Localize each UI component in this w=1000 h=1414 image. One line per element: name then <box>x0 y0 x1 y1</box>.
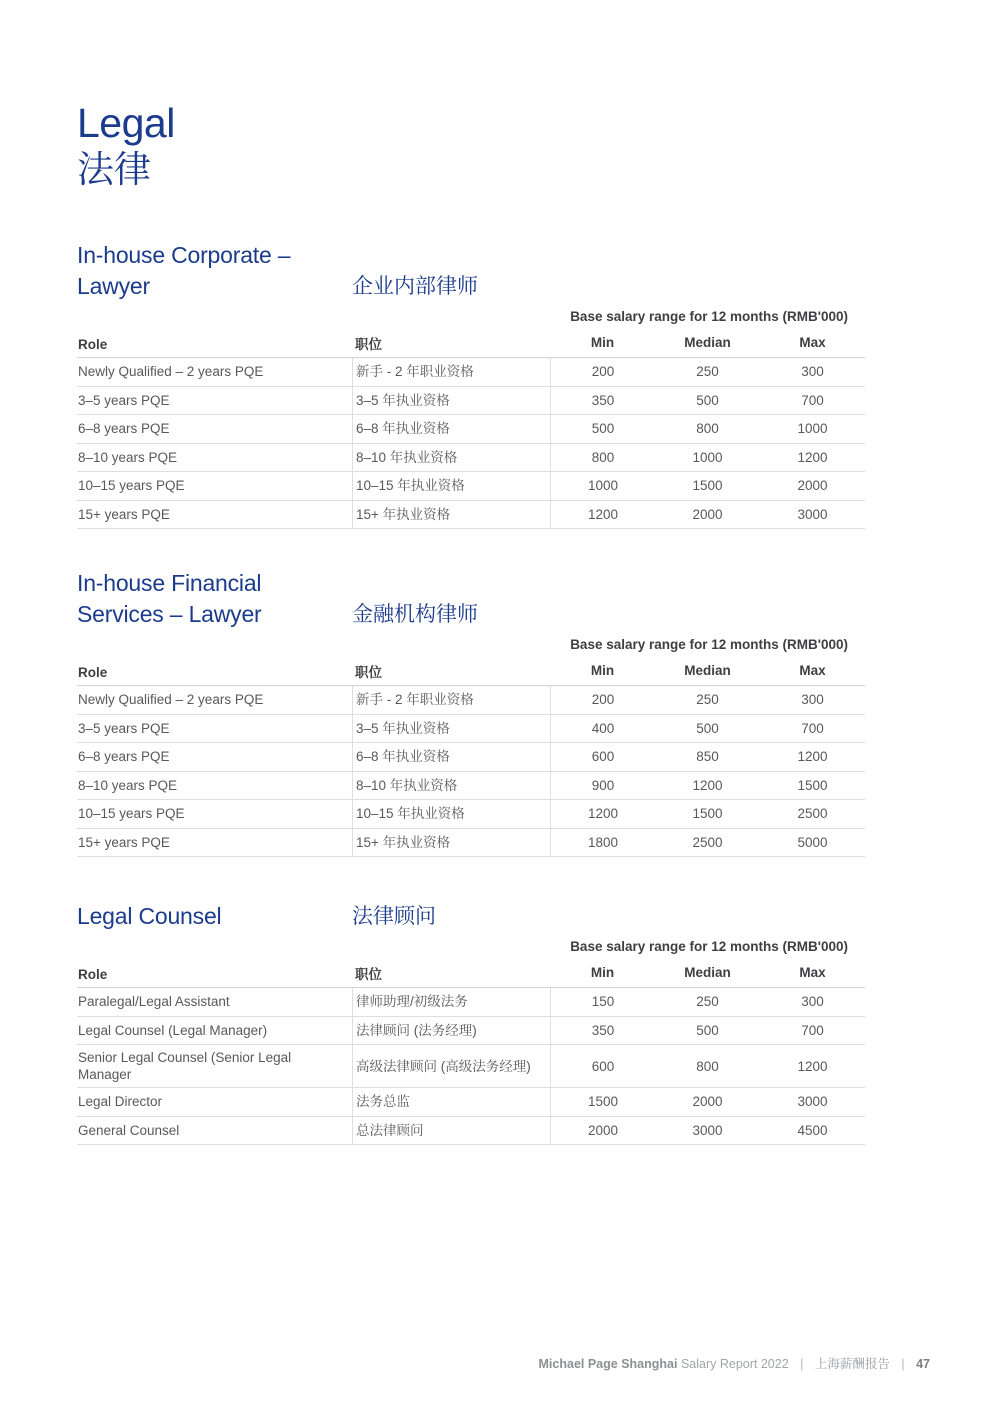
footer-separator: | <box>800 1357 804 1371</box>
column-header-max: Max <box>799 663 826 678</box>
cell-max: 4500 <box>797 1122 828 1138</box>
cell-min: 800 <box>550 444 655 472</box>
column-header-min: Min <box>590 335 615 350</box>
footer-brand: Michael Page Shanghai <box>538 1357 678 1371</box>
cell-median: 1500 <box>692 478 723 494</box>
cell-median: 2000 <box>692 506 723 522</box>
column-header-max: Max <box>799 335 826 350</box>
section-title-en <box>77 901 352 932</box>
salary-range-note: Base salary range for 12 months (RMB'000) <box>570 939 848 954</box>
cell-median: 800 <box>696 1058 719 1074</box>
section-heading <box>77 568 865 630</box>
cell-role: Newly Qualified – 2 years PQE <box>78 364 264 380</box>
cell-median: 500 <box>696 720 719 736</box>
cell-max: 5000 <box>797 834 828 850</box>
table-row <box>77 772 865 801</box>
cell-role: 15+ years PQE <box>78 834 170 850</box>
table-row <box>77 1045 865 1088</box>
cell-role-zh: 15+ 年执业资格 <box>352 501 550 529</box>
column-header-role: Role <box>78 337 108 352</box>
cell-min: 1500 <box>550 1088 655 1116</box>
table-header-row <box>77 956 865 988</box>
salary-range-note: Base salary range for 12 months (RMB'000) <box>570 637 848 652</box>
table-row <box>77 715 865 744</box>
table-row <box>77 501 865 530</box>
cell-role: Legal Director <box>78 1094 163 1110</box>
cell-role-zh: 新手 - 2 年职业资格 <box>352 686 550 714</box>
column-header-median: Median <box>684 663 731 678</box>
cell-median: 2500 <box>692 834 723 850</box>
cell-min: 1200 <box>550 501 655 529</box>
cell-min: 600 <box>550 1045 655 1087</box>
cell-role-zh: 10–15 年执业资格 <box>352 472 550 500</box>
section-heading <box>77 240 865 302</box>
cell-median: 250 <box>696 692 719 708</box>
cell-role: 10–15 years PQE <box>78 806 185 822</box>
cell-min: 900 <box>550 772 655 800</box>
column-header-role-zh: 职位 <box>355 665 382 680</box>
cell-role-zh: 总法律顾问 <box>352 1117 550 1145</box>
table-body <box>77 358 865 529</box>
salary-table <box>77 956 865 1145</box>
cell-role: 6–8 years PQE <box>78 749 170 765</box>
table-row <box>77 444 865 473</box>
table-row <box>77 387 865 416</box>
cell-role: 6–8 years PQE <box>78 421 170 437</box>
cell-role-zh: 法务总监 <box>352 1088 550 1116</box>
table-row <box>77 1088 865 1117</box>
table-row <box>77 800 865 829</box>
cell-max: 700 <box>801 1022 824 1038</box>
column-header-max: Max <box>799 965 826 980</box>
table-row <box>77 1117 865 1146</box>
cell-max: 2500 <box>797 806 828 822</box>
cell-median: 3000 <box>692 1122 723 1138</box>
cell-median: 500 <box>696 392 719 408</box>
table-row <box>77 829 865 858</box>
cell-role-zh: 新手 - 2 年职业资格 <box>352 358 550 386</box>
table-row <box>77 686 865 715</box>
salary-table <box>77 326 865 529</box>
cell-role: 8–10 years PQE <box>78 777 178 793</box>
cell-max: 700 <box>801 720 824 736</box>
section-title-line1: Legal Counsel <box>77 903 222 929</box>
cell-role: 10–15 years PQE <box>78 478 185 494</box>
cell-max: 3000 <box>797 1094 828 1110</box>
cell-role: Legal Counsel (Legal Manager) <box>78 1022 268 1038</box>
section-heading <box>77 901 865 932</box>
table-header-row <box>77 326 865 358</box>
page-title-zh: 法律 <box>77 149 151 190</box>
cell-role: General Counsel <box>78 1122 180 1138</box>
cell-max: 2000 <box>797 478 828 494</box>
cell-min: 200 <box>550 358 655 386</box>
section-title-zh: 法律顾问 <box>352 905 436 928</box>
table-body <box>77 686 865 857</box>
column-header-min: Min <box>590 965 615 980</box>
section-title-en <box>77 568 352 630</box>
cell-role: 3–5 years PQE <box>78 392 170 408</box>
page-title-block <box>77 100 175 192</box>
footer-report-title: Salary Report 2022 <box>680 1357 789 1371</box>
column-header-min: Min <box>590 663 615 678</box>
cell-max: 1200 <box>797 1058 828 1074</box>
cell-role: Paralegal/Legal Assistant <box>78 994 230 1010</box>
table-header-row <box>77 654 865 686</box>
cell-median: 1500 <box>692 806 723 822</box>
column-header-role-zh: 职位 <box>355 337 382 352</box>
page-number: 47 <box>916 1357 930 1371</box>
cell-min: 350 <box>550 387 655 415</box>
cell-role: 8–10 years PQE <box>78 449 178 465</box>
cell-median: 1000 <box>692 449 723 465</box>
cell-median: 250 <box>696 994 719 1010</box>
cell-min: 500 <box>550 415 655 443</box>
cell-role-zh: 6–8 年执业资格 <box>352 415 550 443</box>
section-title-line2: Lawyer <box>77 273 150 299</box>
cell-role-zh: 律师助理/初级法务 <box>352 988 550 1016</box>
cell-min: 1000 <box>550 472 655 500</box>
cell-role-zh: 8–10 年执业资格 <box>352 772 550 800</box>
cell-role-zh: 3–5 年执业资格 <box>352 715 550 743</box>
cell-max: 3000 <box>797 506 828 522</box>
table-row <box>77 988 865 1017</box>
cell-max: 700 <box>801 392 824 408</box>
cell-role: 15+ years PQE <box>78 506 170 522</box>
cell-median: 850 <box>696 749 719 765</box>
cell-role-zh: 法律顾问 (法务经理) <box>352 1017 550 1045</box>
cell-max: 1000 <box>797 421 828 437</box>
column-header-median: Median <box>684 335 731 350</box>
table-row <box>77 358 865 387</box>
column-header-role: Role <box>78 967 108 982</box>
section-title-en <box>77 240 352 302</box>
table-row <box>77 472 865 501</box>
section-title-line1: In-house Financial <box>77 570 262 596</box>
table-row <box>77 743 865 772</box>
cell-median: 250 <box>696 364 719 380</box>
cell-role-zh: 6–8 年执业资格 <box>352 743 550 771</box>
cell-role-zh: 高级法律顾问 (高级法务经理) <box>352 1045 550 1087</box>
cell-min: 400 <box>550 715 655 743</box>
table-row <box>77 415 865 444</box>
cell-max: 1200 <box>797 449 828 465</box>
cell-min: 2000 <box>550 1117 655 1145</box>
page-title: Legal <box>77 100 175 146</box>
salary-range-note: Base salary range for 12 months (RMB'000) <box>570 309 848 324</box>
cell-median: 2000 <box>692 1094 723 1110</box>
cell-role-zh: 3–5 年执业资格 <box>352 387 550 415</box>
page-footer <box>0 1356 930 1372</box>
cell-min: 150 <box>550 988 655 1016</box>
cell-role: 3–5 years PQE <box>78 720 170 736</box>
cell-role: Senior Legal Counsel (Senior Legal Manager <box>78 1050 292 1082</box>
table-row <box>77 1017 865 1046</box>
cell-min: 350 <box>550 1017 655 1045</box>
cell-role-zh: 15+ 年执业资格 <box>352 829 550 857</box>
cell-max: 1200 <box>797 749 828 765</box>
cell-max: 300 <box>801 994 824 1010</box>
cell-role-zh: 8–10 年执业资格 <box>352 444 550 472</box>
cell-median: 1200 <box>692 777 723 793</box>
section-in-house-corporate-lawyer <box>77 240 865 529</box>
cell-median: 500 <box>696 1022 719 1038</box>
section-legal-counsel <box>77 901 865 1145</box>
column-header-role-zh: 职位 <box>355 967 382 982</box>
table-body <box>77 988 865 1145</box>
cell-role-zh: 10–15 年执业资格 <box>352 800 550 828</box>
cell-role: Newly Qualified – 2 years PQE <box>78 692 264 708</box>
cell-min: 1800 <box>550 829 655 857</box>
salary-table <box>77 654 865 857</box>
column-header-median: Median <box>684 965 731 980</box>
cell-median: 800 <box>696 421 719 437</box>
section-title-zh: 金融机构律师 <box>352 603 478 626</box>
cell-max: 300 <box>801 364 824 380</box>
cell-max: 300 <box>801 692 824 708</box>
cell-min: 600 <box>550 743 655 771</box>
footer-report-title-zh: 上海薪酬报告 <box>814 1357 890 1371</box>
column-header-role: Role <box>78 665 108 680</box>
section-in-house-financial-services-lawyer <box>77 568 865 857</box>
cell-max: 1500 <box>797 777 828 793</box>
cell-min: 200 <box>550 686 655 714</box>
section-title-line2: Services – Lawyer <box>77 601 262 627</box>
section-title-zh: 企业内部律师 <box>352 275 478 298</box>
cell-min: 1200 <box>550 800 655 828</box>
footer-separator: | <box>901 1357 905 1371</box>
section-title-line1: In-house Corporate – <box>77 242 291 268</box>
